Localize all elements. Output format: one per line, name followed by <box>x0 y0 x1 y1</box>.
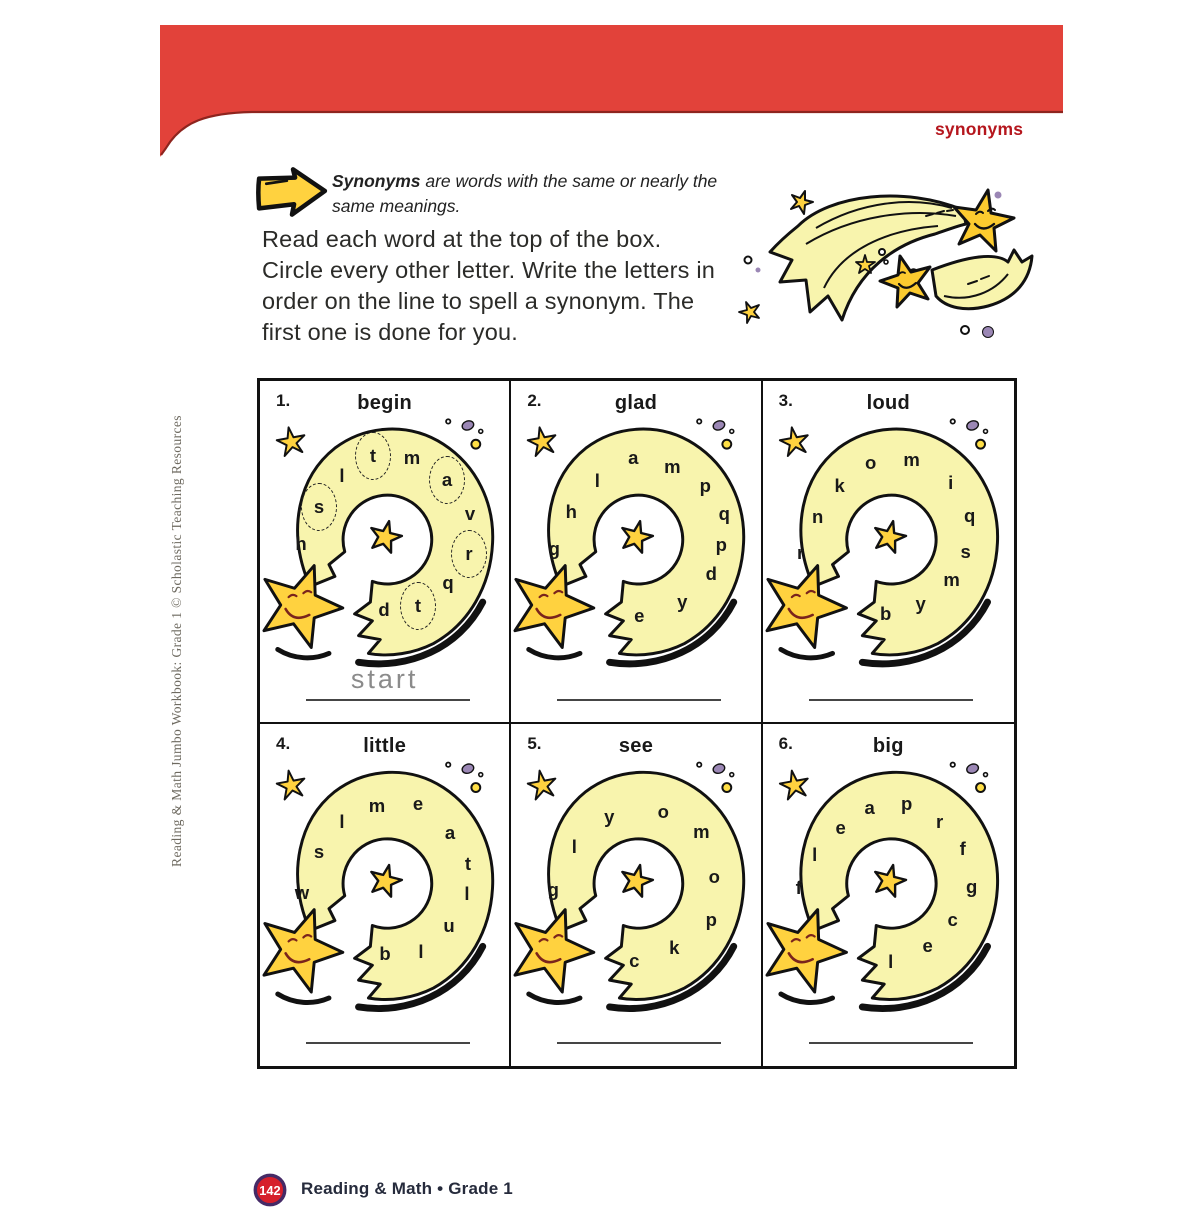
instructions <box>262 224 715 348</box>
instruction-line: first one is done for you. <box>262 319 519 345</box>
shooting-stars-illustration <box>730 170 1050 355</box>
puzzle-letter: k <box>669 936 680 958</box>
page-number-badge <box>251 1171 289 1209</box>
puzzle-letter: t <box>464 852 472 874</box>
box-word: loud <box>866 392 911 414</box>
synonym-definition: Synonyms are words with the same or nearly the same meanings. <box>332 171 718 216</box>
box-number: 5. <box>527 733 542 753</box>
puzzle-letter: d <box>378 599 390 620</box>
puzzle-letter: i <box>948 472 954 493</box>
puzzle-letter: h <box>565 501 577 522</box>
puzzle-letter: p <box>699 475 711 496</box>
puzzle-letter: y <box>677 591 688 612</box>
puzzle-letter: r <box>465 543 473 564</box>
answer-line <box>809 1042 973 1044</box>
puzzle-letter: g <box>966 875 978 897</box>
puzzle-letter: g <box>547 878 559 900</box>
puzzle-letter: u <box>443 914 455 936</box>
puzzle-box-glad <box>511 381 762 724</box>
puzzle-letter: g <box>548 538 560 559</box>
instruction-line: order on the line to spell a synonym. The <box>262 288 695 314</box>
puzzle-letter: y <box>915 593 926 614</box>
box-word: little <box>363 734 407 757</box>
puzzle-letter: m <box>943 569 960 590</box>
puzzle-box-loud <box>763 381 1014 724</box>
puzzle-letter: c <box>947 908 958 930</box>
puzzle-letter: e <box>922 934 933 956</box>
puzzle-box-big <box>763 724 1014 1067</box>
puzzle-letter: s <box>960 541 971 562</box>
puzzle-box-little <box>260 724 511 1067</box>
puzzle-letter: t <box>369 445 377 466</box>
puzzle-letter: l <box>464 882 470 904</box>
puzzle-letter: e <box>835 816 846 838</box>
puzzle-letter: l <box>339 810 345 832</box>
footer-title: Reading & Math • Grade 1 <box>301 1179 513 1198</box>
answer-line <box>306 1042 470 1044</box>
puzzle-box-begin <box>260 381 511 724</box>
puzzle-letter: a <box>628 447 639 468</box>
page-topic-label: synonyms <box>935 119 1024 139</box>
copyright-side-note: Reading & Math Jumbo Workbook: Grade 1 © Scholastic Teaching Resources <box>169 415 184 867</box>
definition-term: Synonyms <box>332 171 421 191</box>
puzzle-letter: y <box>604 805 615 827</box>
puzzle-letter: r <box>797 542 805 563</box>
puzzle-letter: a <box>864 796 875 818</box>
puzzle-letter: k <box>834 475 845 496</box>
puzzle-letter: m <box>903 449 920 470</box>
puzzle-letter: o <box>657 800 669 822</box>
puzzle-letter: a <box>441 469 453 490</box>
box-number: 2. <box>527 391 542 410</box>
puzzle-letter: s <box>313 840 325 862</box>
answer-line <box>809 699 973 701</box>
puzzle-letter: b <box>379 942 391 964</box>
worksheet-grid <box>257 378 1017 1069</box>
box-word: glad <box>614 392 658 414</box>
box-word: begin <box>357 392 413 414</box>
puzzle-letter: q <box>442 572 454 593</box>
puzzle-letter: r <box>936 810 944 832</box>
puzzle-letter: l <box>418 940 424 962</box>
box-number: 4. <box>276 733 291 753</box>
puzzle-letter: v <box>464 503 476 524</box>
puzzle-letter: f <box>795 876 802 898</box>
puzzle-letter: q <box>718 503 730 524</box>
puzzle-letter: e <box>634 605 645 626</box>
instruction-line: Read each word at the top of the box. <box>262 226 662 252</box>
puzzle-letter: l <box>888 950 894 972</box>
answer-line <box>557 699 721 701</box>
puzzle-letter: p <box>715 534 727 555</box>
puzzle-letter: t <box>414 595 422 616</box>
header-band <box>0 0 1200 170</box>
puzzle-letter: s <box>313 496 325 517</box>
puzzle-letter: n <box>812 506 824 527</box>
answer-line <box>557 1042 721 1044</box>
box-number: 3. <box>778 391 793 410</box>
puzzle-letter: w <box>294 881 310 903</box>
puzzle-letter: l <box>812 843 818 865</box>
puzzle-letter: a <box>444 821 456 843</box>
puzzle-letter: o <box>865 452 877 473</box>
page-number: 142 <box>259 1182 281 1198</box>
puzzle-letter: o <box>708 865 720 887</box>
puzzle-letter: m <box>693 820 710 842</box>
puzzle-letter: d <box>705 563 717 584</box>
puzzle-letter: q <box>964 505 976 526</box>
box-number: 6. <box>778 733 793 753</box>
puzzle-letter: h <box>295 533 307 554</box>
puzzle-box-see <box>511 724 762 1067</box>
box-number: 1. <box>276 391 291 410</box>
puzzle-letter: c <box>629 949 640 971</box>
puzzle-letter: p <box>901 792 913 814</box>
answer-line <box>306 699 470 701</box>
puzzle-letter: m <box>664 456 681 477</box>
puzzle-letter: l <box>594 470 600 491</box>
box-word: see <box>618 734 654 757</box>
puzzle-letter: b <box>880 603 892 624</box>
right-arrow-icon <box>255 166 329 220</box>
puzzle-letter: l <box>339 465 345 486</box>
instruction-line: Circle every other letter. Write the letters in <box>262 257 716 283</box>
puzzle-letter: p <box>705 908 717 930</box>
sample-answer: start <box>350 664 419 694</box>
puzzle-letter: l <box>571 835 577 857</box>
box-word: big <box>872 734 904 757</box>
puzzle-letter: m <box>403 447 421 468</box>
puzzle-letter: f <box>959 837 966 859</box>
puzzle-letter: e <box>412 792 424 814</box>
puzzle-letter: m <box>368 794 386 816</box>
